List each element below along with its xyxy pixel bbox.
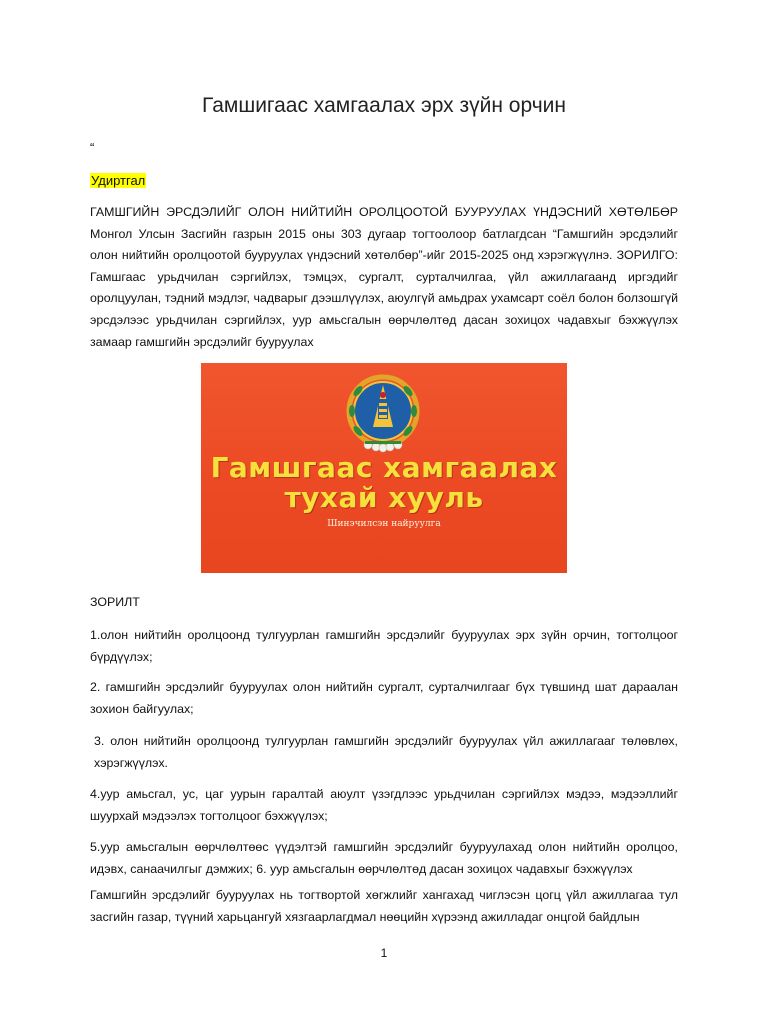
- intro-paragraph: ГАМШГИЙН ЭРСДЭЛИЙГ ОЛОН НИЙТИЙН ОРОЛЦООТОЙ БУУРУУЛАХ ҮНДЭСНИЙ ХӨТӨЛБӨР Монгол Улсын Засгийн газрын 2015 оны 303 дугаар тогтоолоор батлагдсан “Гамшгийн эрсдэлийг олон нийтийн оролцоотой бууруулах үндэсний хөтөлбөр”-ийг 2015-2025 онд хэрэгжүүлнэ. ЗОРИЛГО: Гамшгаас урьдчилан сэргийлэх, тэмцэх, сургалт, сурталчилгаа, үйл ажиллагаанд иргэдийг оролцуулан, тэдний мэдлэг, чадварыг дээшлүүлэх, аюулгүй амьдрах ухамсарт соёл болон болзошгүй эрсдэлээс урьдчилан сэргийлэх, уур амьсгалын өөрчлөлтөд дасан зохицох чадавхыг бэхжүүлэх замаар гамшгийн эрсдэлийг бууруулах: [90, 205, 678, 349]
- banner-title-line1: Гамшгаас хамгаалах: [210, 451, 558, 484]
- mongolia-state-emblem-icon: [340, 371, 426, 457]
- goal-item: 2. гамшгийн эрсдэлийг бууруулах олон нийтийн сургалт, сурталчилгааг бүх түвшинд шат дараалан зохион байгуулах;: [90, 680, 678, 716]
- document-title: Гамшигаас хамгаалах эрх зүйн орчин: [202, 94, 566, 117]
- banner-subtitle: Шинэчилсэн найруулга: [327, 519, 441, 529]
- goals-heading: ЗОРИЛТ: [90, 595, 140, 609]
- goal-item: 5.уур амьсгалын өөрчлөлтөөс үүдэлтэй гамшгийн эрсдэлийг бууруулахад олон нийтийн оролцоо, идэвх, санаачилгыг дэмжих; 6. уур амьсгалын өөрчлөлтөд дасан зохицох чадавхыг бэхжүүлэх: [90, 840, 678, 876]
- goal-item: 1.олон нийтийн оролцоонд тулгуурлан гамшгийн эрсдэлийг бууруулах эрх зүйн орчин, тогтолцоог бүрдүүлэх;: [90, 628, 678, 664]
- law-banner-image: [201, 363, 567, 573]
- page-number: 1: [380, 946, 388, 960]
- goal-item: 3. олон нийтийн оролцоонд тулгуурлан гамшгийн эрсдэлийг бууруулах үйл ажиллагааг төлөвлөх, хэрэгжүүлэх.: [94, 734, 678, 770]
- intro-heading: Удиртгал: [91, 173, 146, 188]
- banner-title-line2: тухай хууль: [284, 481, 484, 514]
- quote-mark: “: [90, 140, 95, 155]
- closing-paragraph: Гамшгийн эрсдэлийг бууруулах нь тогтвортой хөгжлийг хангахад чиглэсэн цогц үйл ажиллагаа тул засгийн газар, түүний харьцангуй хязгаарлагдмал нөөцийн хүрээнд ажилладаг онцгой байдлын: [90, 888, 678, 924]
- goal-item: 4.уур амьсгал, ус, цаг уурын гаралтай аюулт үзэгдлээс урьдчилан сэргийлэх мэдээ, мэдээллийг шуурхай мэдээлэх тогтолцоог бэхжүүлэх;: [90, 787, 678, 823]
